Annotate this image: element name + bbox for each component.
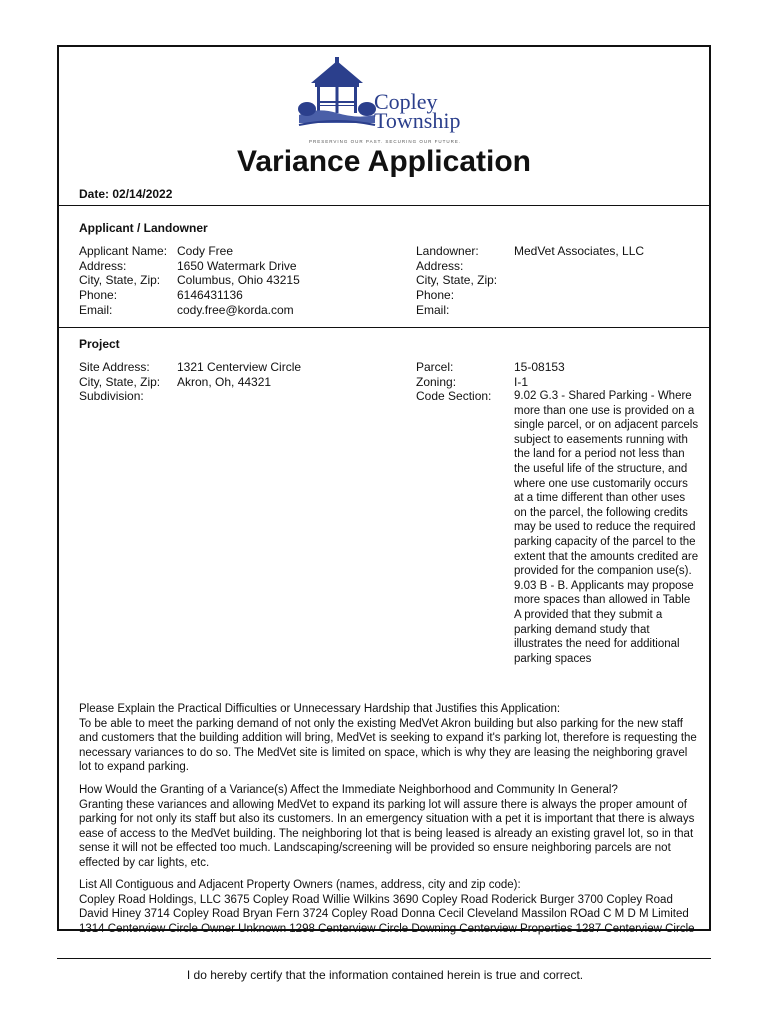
applicant-address-label: Address:: [79, 258, 127, 273]
neighborhood-block: [79, 783, 699, 871]
applicant-phone-label: Phone:: [79, 288, 118, 303]
site-city-label: City, State, Zip:: [79, 374, 161, 389]
section-divider: [59, 327, 709, 328]
parcel-value: 15-08153: [514, 360, 565, 374]
zoning-value: I-1: [514, 374, 529, 389]
applicant-name-value: Cody Free: [177, 244, 234, 258]
applicant-city-value: Columbus, Ohio 43215: [177, 273, 300, 288]
owners-answer: Copley Road Holdings, LLC 3675 Copley Road Willie Wilkins 3690 Copley Road Roderick Burger 3700 Copley Road David Hiney 3714 Copley Road Bryan Fern 3724 Copley Road Donna Cecil Cleveland Massilon ROad C M D M Limited 1314 Centerview Circle Owner Unknown 1298 Centerview Circle Downing Centerview Properties 1287 Centerview Circle: [79, 893, 695, 935]
footer-divider: [57, 958, 711, 959]
logo-wordmark: [374, 89, 461, 133]
township-logo: [59, 57, 709, 147]
applicant-email-value: cody.free@korda.com: [177, 302, 294, 317]
certification-statement: I do hereby certify that the information contained herein is true and correct.: [186, 968, 584, 982]
applicant-email-label: Email:: [79, 302, 113, 317]
code-section-value: 9.02 G.3 - Shared Parking - Where more than one use is provided on a single parcel, or on adjacent parcels subject to easements running with the land for a period not less than the useful life of the structure, and where one use customarily occurs at a time different than other uses on the parcel, the following credits may be used to reduce the required parking capacity of the parcel to the extent that the amounts credited are provided for the companion use(s). 9.03 B - B. Applicants may propose more spaces than allowed in Table A provided that they submit a parking demand study that illustrates the need for additional parking spaces: [514, 390, 699, 665]
site-address-label: Site Address:: [79, 360, 150, 374]
landowner-label: Landowner:: [416, 244, 479, 258]
landowner-phone-label: Phone:: [416, 288, 455, 303]
owners-block: [79, 878, 699, 936]
neighborhood-question: How Would the Granting of a Variance(s) Affect the Immediate Neighborhood and Community In General?: [79, 784, 618, 796]
logo-line1: Copley: [374, 89, 438, 114]
logo-line2: Township: [374, 108, 461, 133]
application-date: Date: 02/14/2022: [79, 187, 173, 201]
hardship-block: [79, 702, 699, 775]
form-frame: [57, 45, 711, 935]
hardship-question: Please Explain the Practical Difficulties or Unnecessary Hardship that Justifies this Application:: [79, 703, 561, 715]
landowner-email-label: Email:: [416, 302, 450, 317]
gazebo-icon: [297, 57, 377, 137]
applicant-name-label: Applicant Name:: [79, 244, 168, 258]
subdivision-label: Subdivision:: [79, 389, 144, 404]
site-city-value: Akron, Oh, 44321: [177, 374, 272, 389]
zoning-label: Zoning:: [416, 374, 457, 389]
landowner-city-label: City, State, Zip:: [416, 273, 498, 288]
page-title: Variance Application: [237, 145, 531, 178]
applicant-section-title: Applicant / Landowner: [79, 221, 208, 235]
neighborhood-answer: Granting these variances and allowing MedVet to expand its parking lot will assure there is always the proper amount of parking for not only its staff but also its customers. In an emergency situation with a pet it is important that there is always ease of access to the MedVet building. The neighboring lot that is being leased is already an existing gravel lot, so in that sense it will not be effected too much. Landscaping/screening will be provided so ensure neighboring parcels are not effected by car lights, etc.: [79, 798, 695, 869]
site-address-value: 1321 Centerview Circle: [177, 360, 302, 374]
code-section-label: Code Section:: [416, 389, 492, 404]
hardship-answer: To be able to meet the parking demand of not only the existing MedVet Akron building but also parking for the new staff and customers that the building addition will bring, MedVet is seeking to expand it's parking lot, therefore is requesting the necessary variances to do so. The MedVet site is limited on space, which is why they are leasing the neighboring gravel lot to expand parking.: [79, 717, 697, 774]
landowner-address-label: Address:: [416, 258, 464, 273]
applicant-phone-value: 6146431136: [177, 288, 243, 303]
logo-tagline: PRESERVING OUR PAST. SECURING OUR FUTURE.: [309, 139, 462, 144]
section-divider: [59, 205, 709, 206]
owners-question: List All Contiguous and Adjacent Property Owners (names, address, city and zip code):: [79, 879, 521, 891]
project-section-title: Project: [79, 337, 120, 351]
applicant-address-value: 1650 Watermark Drive: [177, 258, 297, 273]
applicant-city-label: City, State, Zip:: [79, 273, 161, 288]
landowner-value: MedVet Associates, LLC: [514, 244, 645, 258]
parcel-label: Parcel:: [416, 360, 454, 374]
